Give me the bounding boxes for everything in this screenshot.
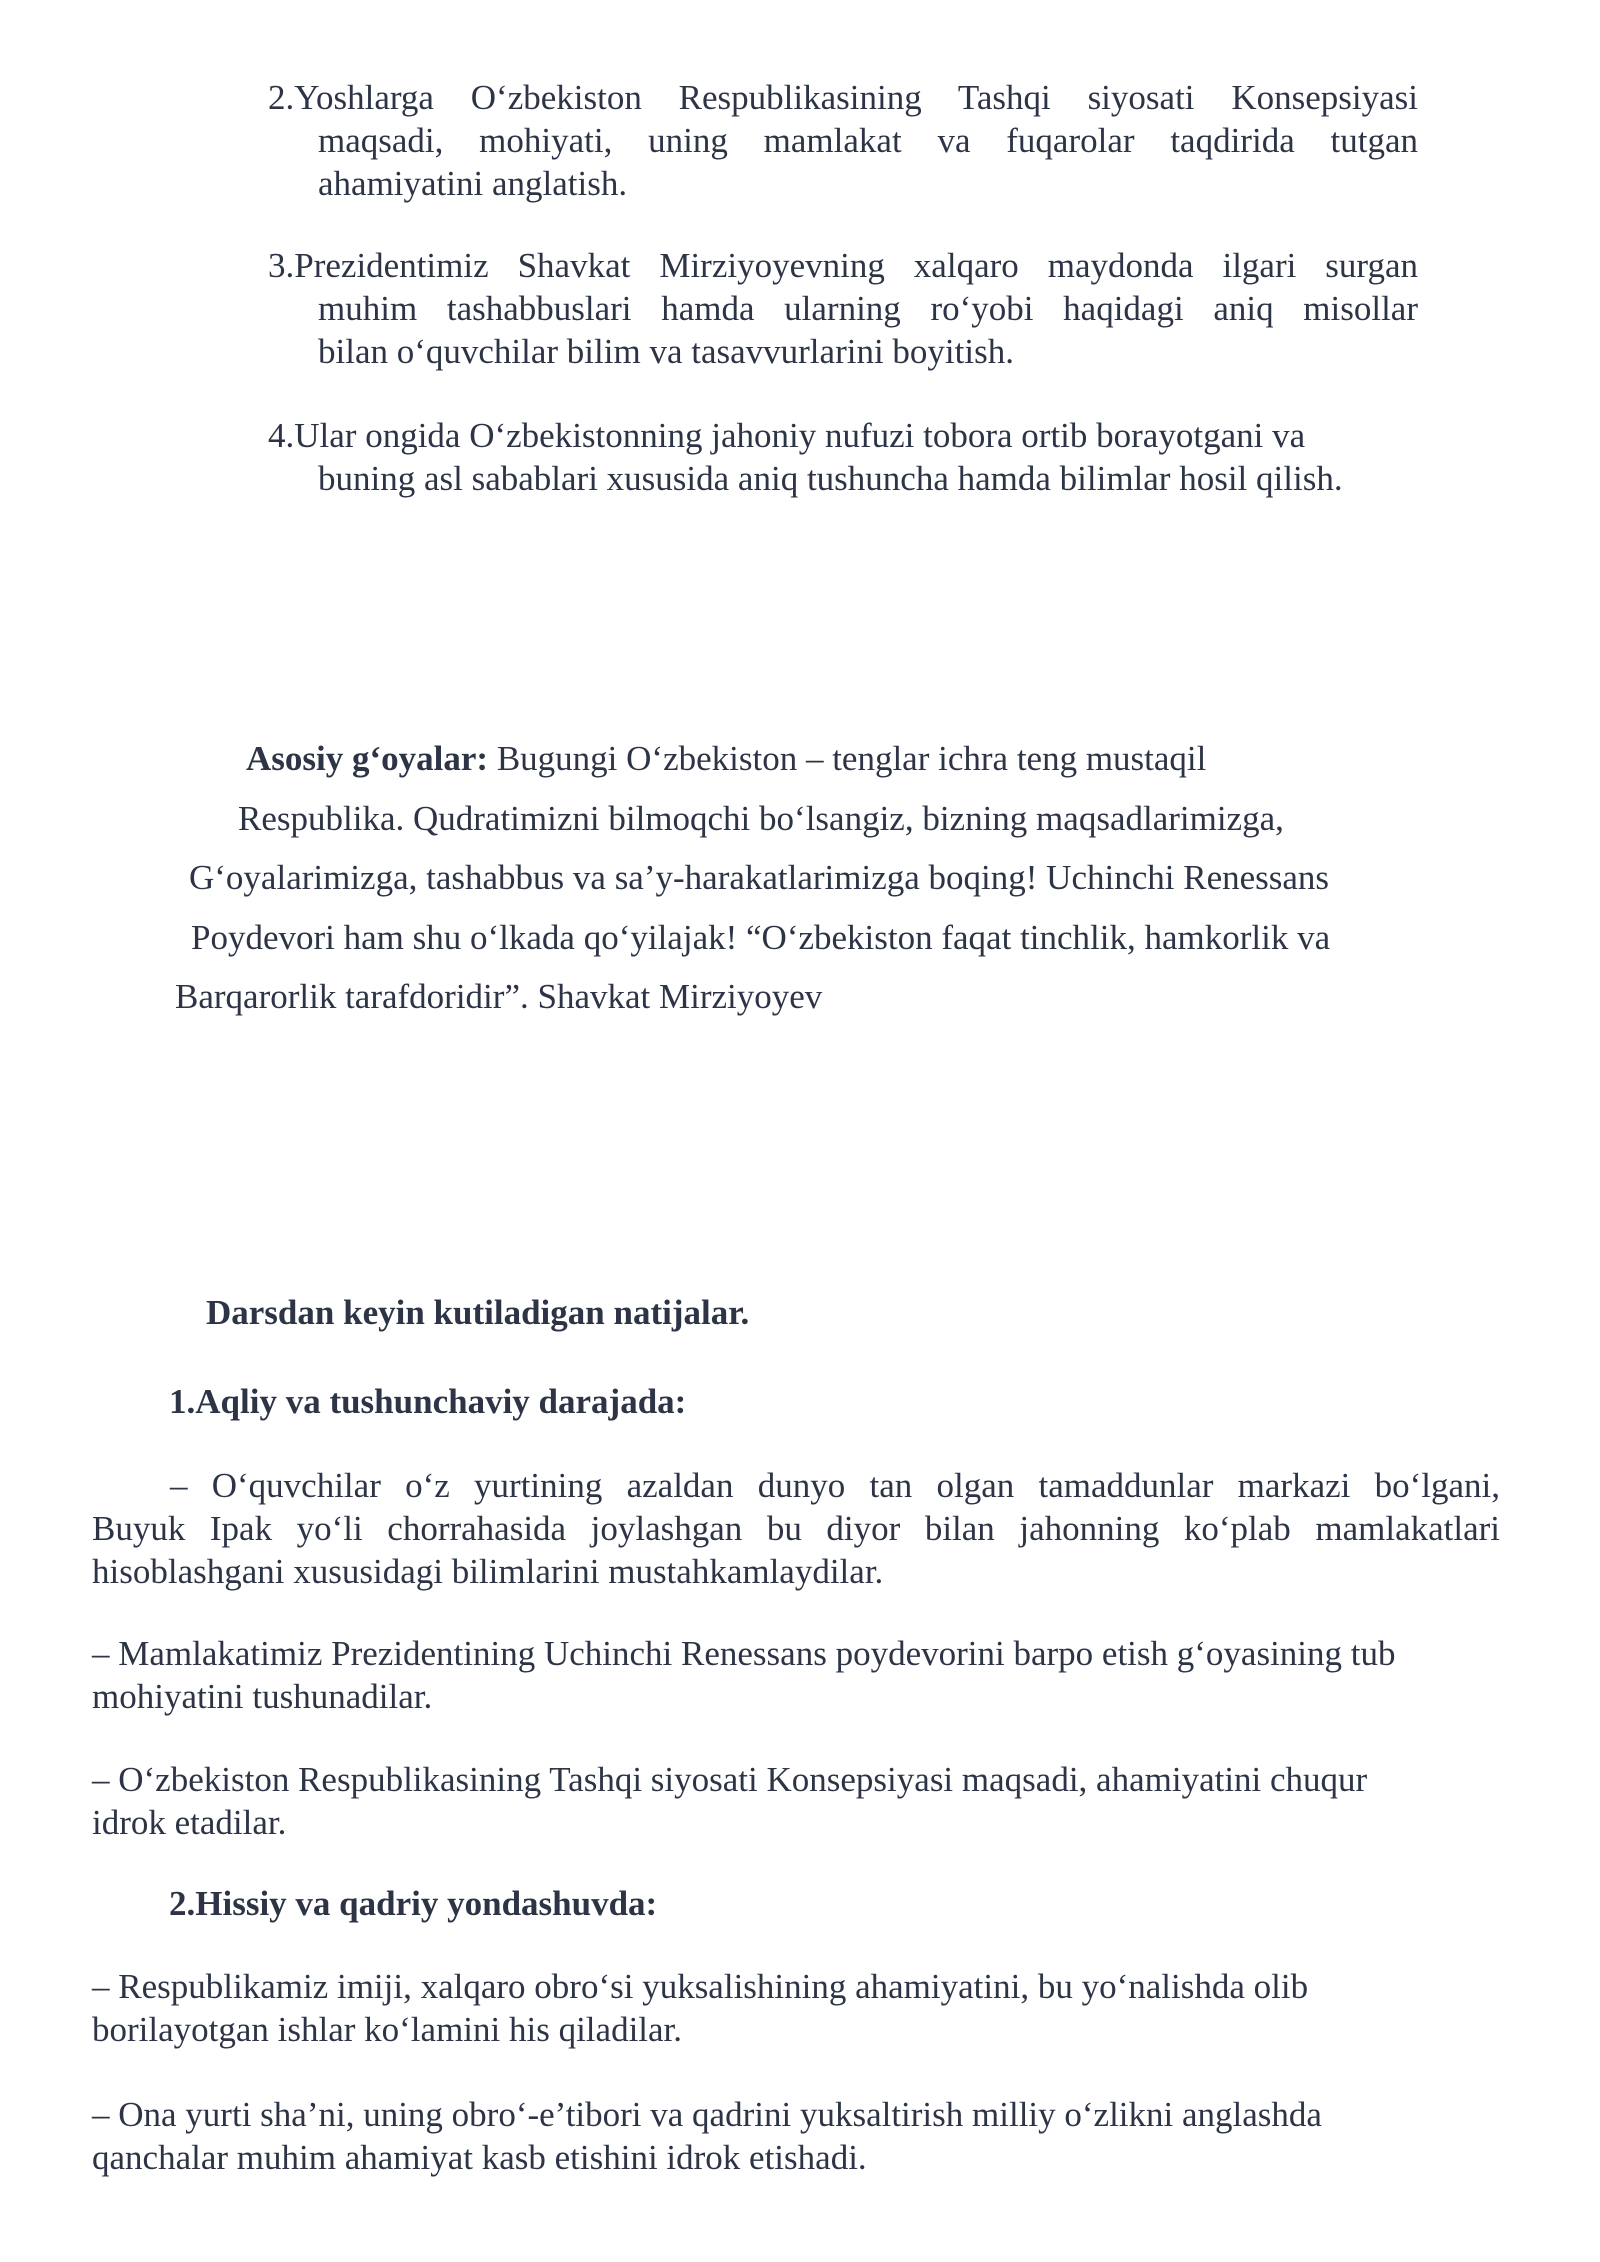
paragraph-line: – Ona yurti sha’ni, uning obro‘-e’tibori va qadrini yuksaltirish milliy o‘zlikni anglashda — [92, 2095, 1322, 2134]
goal-line: buning asl sabablari xususida aniq tushuncha hamda bilimlar hosil qilish. — [318, 459, 1343, 498]
section-2-heading: 2.Hissiy va qadriy yondashuvda: — [169, 1884, 658, 1923]
main-ideas-label: Asosiy g‘oyalar: — [246, 739, 489, 778]
goal-line: 2.Yoshlarga O‘zbekiston Respublikasining Tashqi siyosati Konsepsiyasi — [268, 78, 1418, 117]
main-ideas-line-3: G‘oyalarimizga, tashabbus va sa’y-harakatlarimizga boqing! Uchinchi Renessans — [189, 858, 1330, 897]
paragraph-line: – Mamlakatimiz Prezidentining Uchinchi Renessans poydevorini barpo etish g‘oyasining tub — [92, 1634, 1396, 1673]
goal-line: bilan o‘quvchilar bilim va tasavvurlarini boyitish. — [318, 332, 1014, 371]
main-ideas-line-1 — [246, 737, 1206, 780]
goal-item-2 — [268, 76, 1418, 205]
paragraph-line: idrok etadilar. — [92, 1803, 287, 1842]
section-2-paragraph-1 — [92, 1965, 1500, 2051]
paragraph-line: qanchalar muhim ahamiyat kasb etishini idrok etishadi. — [92, 2138, 867, 2177]
main-ideas-line-5: Barqarorlik tarafdoridir”. Shavkat Mirziyoyev — [175, 977, 823, 1016]
section-1-paragraph-3 — [92, 1758, 1500, 1844]
paragraph-line: mohiyatini tushunadilar. — [92, 1677, 433, 1716]
main-ideas-line-2: Respublika. Qudratimizni bilmoqchi bo‘lsangiz, bizning maqsadlarimizga, — [238, 799, 1284, 838]
main-ideas-line-4: Poydevori ham shu o‘lkada qo‘yilajak! “O‘zbekiston faqat tinchlik, hamkorlik va — [191, 918, 1331, 957]
section-1-paragraph-1 — [92, 1464, 1500, 1593]
goal-line: muhim tashabbuslari hamda ularning ro‘yobi haqidagi aniq misollar — [318, 289, 1418, 328]
main-ideas-text: Bugungi O‘zbekiston – tenglar ichra teng mustaqil — [488, 739, 1207, 778]
paragraph-line: borilayotgan ishlar ko‘lamini his qiladilar. — [92, 2010, 683, 2049]
paragraph-line: – O‘zbekiston Respublikasining Tashqi siyosati Konsepsiyasi maqsadi, ahamiyatini chuqur — [92, 1760, 1368, 1799]
section-1-paragraph-2 — [92, 1632, 1500, 1718]
paragraph-line: Buyuk Ipak yo‘li chorrahasida joylashgan bu diyor bilan jahonning ko‘plab mamlakatlari — [92, 1509, 1500, 1548]
goal-line: maqsadi, mohiyati, uning mamlakat va fuqarolar taqdirida tutgan — [318, 121, 1418, 160]
paragraph-line: hisoblashgani xususidagi bilimlarini mustahkamlaydilar. — [92, 1552, 884, 1591]
goal-item-4 — [268, 414, 1418, 500]
section-1-heading: 1.Aqliy va tushunchaviy darajada: — [169, 1382, 687, 1421]
section-2-paragraph-2 — [92, 2093, 1500, 2179]
paragraph-line: – O‘quvchilar o‘z yurtining azaldan dunyo tan olgan tamaddunlar markazi bo‘lgani, — [170, 1466, 1500, 1505]
results-title: Darsdan keyin kutiladigan natijalar. — [206, 1293, 750, 1332]
goal-line: ahamiyatini anglatish. — [318, 164, 628, 203]
paragraph-line: – Respublikamiz imiji, xalqaro obro‘si yuksalishining ahamiyatini, bu yo‘nalishda olib — [92, 1967, 1309, 2006]
goal-item-3 — [268, 244, 1418, 373]
goal-line: 4.Ular ongida O‘zbekistonning jahoniy nufuzi tobora ortib borayotgani va — [268, 416, 1306, 455]
goal-line: 3.Prezidentimiz Shavkat Mirziyoyevning xalqaro maydonda ilgari surgan — [268, 246, 1418, 285]
